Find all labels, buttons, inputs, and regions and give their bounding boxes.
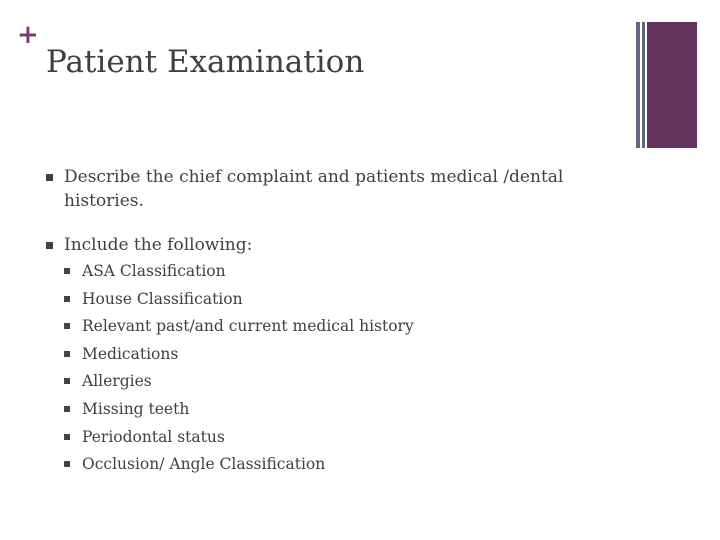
bullet-text: Include the following:	[64, 235, 253, 255]
sub-bullet-item	[64, 371, 414, 399]
square-bullet-icon	[64, 323, 70, 329]
square-bullet-icon	[64, 351, 70, 357]
accent-stripe-inner	[642, 22, 645, 148]
sub-bullet-item	[64, 261, 414, 289]
sub-bullet-item	[64, 289, 414, 317]
accent-block	[647, 22, 697, 148]
square-bullet-icon	[64, 296, 70, 302]
bullet-text: Describe the chief complaint and patients medical /dental histories.	[64, 167, 564, 211]
square-bullet-icon	[64, 434, 70, 440]
square-bullet-icon	[64, 461, 70, 467]
bullet-item-include	[46, 233, 606, 257]
sub-bullet-item	[64, 316, 414, 344]
sub-bullet-text: ASA Classification	[82, 262, 226, 280]
sub-bullet-item	[64, 454, 414, 482]
slide-title: Patient Examination	[46, 44, 365, 80]
sub-bullet-text: Relevant past/and current medical history	[82, 317, 414, 336]
plus-mark: +	[17, 20, 39, 50]
sub-bullet-text: Medications	[82, 344, 179, 363]
sub-bullet-text: Periodontal status	[82, 427, 225, 446]
sub-bullet-text: Occlusion/ Angle Classification	[82, 455, 326, 474]
bullet-item-chief-complaint	[46, 165, 606, 213]
square-bullet-icon	[64, 378, 70, 384]
square-bullet-icon	[64, 406, 70, 412]
square-bullet-icon	[46, 242, 53, 249]
accent-stripe-outer	[636, 22, 640, 148]
sub-bullet-list	[64, 261, 414, 482]
sub-bullet-item	[64, 344, 414, 372]
sub-bullet-item	[64, 427, 414, 455]
square-bullet-icon	[46, 174, 53, 181]
sub-bullet-text: Allergies	[82, 372, 152, 391]
sub-bullet-text: Missing teeth	[82, 399, 190, 418]
sub-bullet-item	[64, 399, 414, 427]
square-bullet-icon	[64, 268, 70, 274]
sub-bullet-text: House Classification	[82, 289, 243, 308]
